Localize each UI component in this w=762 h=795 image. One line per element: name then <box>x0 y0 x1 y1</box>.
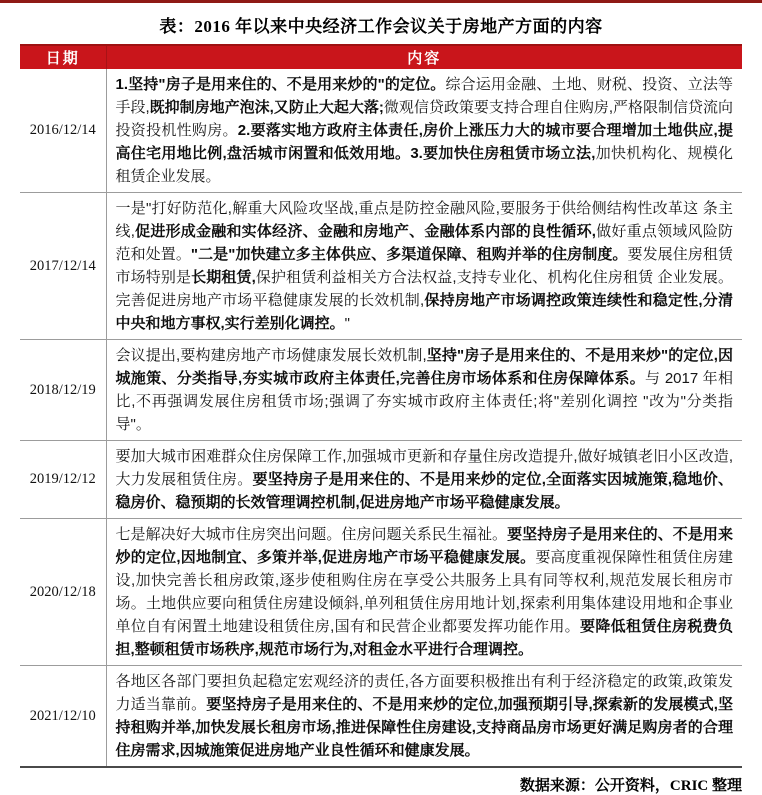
table-row <box>20 340 742 441</box>
content-segment: 保护租赁利益相关方合法权益,支持专业化、机构化住房租赁 企业发展。完善促进房地产市场平稳健康发展的长效机制, <box>115 269 733 309</box>
content-segment-bold: 保持房地产市场调控政策连续性和稳定性,分清中央和地方事权,实行差别化调控。 <box>115 292 734 332</box>
content-segment: 会议提出,要构建房地产市场健康发展长效机制, <box>115 347 427 364</box>
content-segment-bold: 长期租赁, <box>191 269 256 286</box>
table-row <box>20 193 742 340</box>
content-segment: 加快机构化、规模化租赁企业发展。 <box>115 145 733 185</box>
content-segment: 七是解决好大城市住房突出问题。住房问题关系民生福祉。 <box>115 526 508 543</box>
content-segment: 做好重点领域风险防范和处置。 <box>115 223 733 263</box>
date-cell: 2017/12/14 <box>20 193 106 340</box>
content-segment: 与 2017 年相比,不再强调发展住房租赁市场;强调了夯实城市政府主体责任;将"差别化调控 "改为"分类指导"。 <box>115 370 733 433</box>
table-row <box>20 69 742 193</box>
content-cell <box>106 69 742 193</box>
content-segment-bold: 要坚持房子是用来住的、不是用来炒的定位,因地制宜、多策并举,促进房地产市场平稳健康发展。 <box>115 526 733 566</box>
table-header <box>20 45 742 69</box>
table-row <box>20 666 742 768</box>
content-segment: " <box>344 315 350 332</box>
date-cell: 2016/12/14 <box>20 69 106 193</box>
content-segment: 各地区各部门要担负起稳定宏观经济的责任,各方面要积极推出有利于经济稳定的政策,政策发力适当靠前。 <box>115 673 733 713</box>
data-source-note: 数据来源：公开资料，CRIC 整理 <box>519 778 742 794</box>
conference-table <box>20 44 742 768</box>
content-segment-bold: 要降低租赁住房税费负担,整顿租赁市场秩序,规范市场行为,对租金水平进行合理调控。 <box>115 618 733 658</box>
content-segment-bold: 要坚持房子是用来住的、不是用来炒的定位,加强预期引导,探索新的发展模式,坚持租购并举,加快发展长租房市场,推进保障性住房建设,支持商品房市场更好满足购房者的合理住房需求,因城施策促进房地产业良性循环和健康发展。 <box>115 696 733 759</box>
content-segment-bold: 2.要落实地方政府主体责任,房价上涨压力大的城市要合理增加土地供应,提高住宅用地比例,盘活城市闲置和低效用地。3.要加快住房租赁市场立法, <box>115 122 733 162</box>
date-cell: 2019/12/12 <box>20 441 106 519</box>
content-segment: 一是"打好防范化,解重大风险攻坚战,重点是防控金融风险,要服务于供给侧结构性改革这 条主线, <box>115 200 733 240</box>
content-segment: 要加大城市困难群众住房保障工作,加强城市更新和存量住房改造提升,做好城镇老旧小区改造,大力发展租赁住房。 <box>115 448 733 488</box>
content-cell <box>106 519 742 666</box>
table-title: 表：2016 年以来中央经济工作会议关于房地产方面的内容 <box>159 17 603 36</box>
top-rule <box>0 0 762 3</box>
column-header-content: 内容 <box>106 45 742 69</box>
content-cell <box>106 193 742 340</box>
date-cell: 2020/12/18 <box>20 519 106 666</box>
content-segment-bold: 促进形成金融和实体经济、金融和房地产、金融体系内部的良性循环, <box>134 223 596 240</box>
content-segment-bold: 要坚持房子是用来住的、不是用来炒的定位,全面落实因城施策,稳地价、稳房价、稳预期的长效管理调控机制,促进房地产市场平稳健康发展。 <box>115 471 733 511</box>
content-segment: 微观信贷政策要支持合理自住购房,严格限制信贷流向投资投机性购房。 <box>115 99 734 139</box>
content-cell <box>106 666 742 768</box>
date-cell: 2021/12/10 <box>20 666 106 768</box>
content-segment-bold: "二是"加快建立多主体供应、多渠道保障、租购并举的住房制度。 <box>190 246 628 263</box>
column-header-date: 日期 <box>20 45 106 69</box>
table-body <box>20 69 742 767</box>
date-cell: 2018/12/19 <box>20 340 106 441</box>
content-segment: 要高度重视保障性租赁住房建设,加快完善长租房政策,逐步使租购住房在享受公共服务上具有同等权利,规范发展长租房市场。土地供应要向租赁住房建设倾斜,单列租赁住房用地计划,探索利用集体建设用地和企事业单位自有闲置土地建设租赁住房,国有和民营企业都要发挥功能作用。 <box>115 549 733 635</box>
content-cell <box>106 340 742 441</box>
table-row <box>20 519 742 666</box>
content-segment: 综合运用金融、土地、财税、投资、立法等手段, <box>115 76 733 116</box>
content-segment-bold: 1.坚持"房子是用来住的、不是用来炒的"的定位。 <box>115 76 446 93</box>
content-segment-bold: 既抑制房地产泡沫,又防止大起大落; <box>149 99 384 116</box>
content-segment: 要发展住房租赁市场特别是 <box>115 246 733 286</box>
table-row <box>20 441 742 519</box>
content-segment-bold: 坚持"房子是用来住的、不是用来炒"的定位,因城施策、分类指导,夯实城市政府主体责任,完善住房市场体系和住房保障体系。 <box>115 347 733 387</box>
content-cell <box>106 441 742 519</box>
